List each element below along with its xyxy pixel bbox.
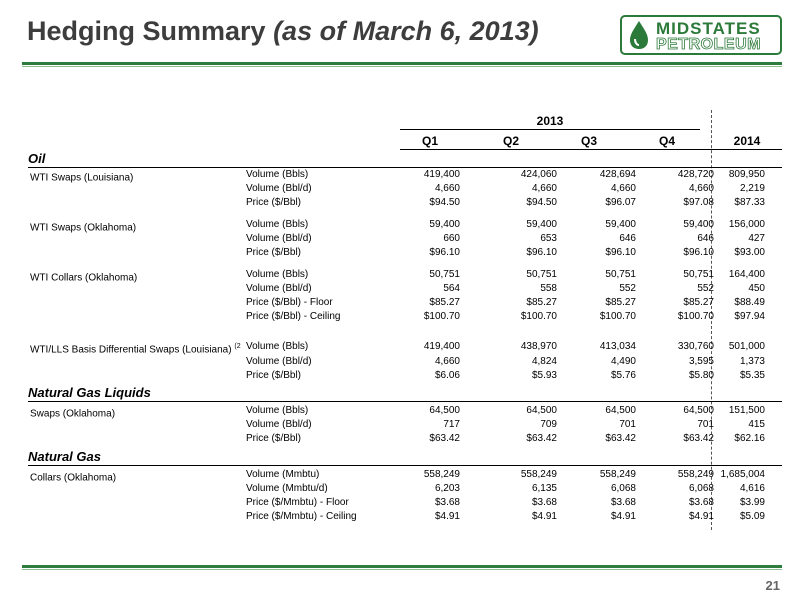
- value-cell: 709: [540, 419, 557, 430]
- value-cell: $93.00: [734, 247, 765, 258]
- value-cell: $85.27: [683, 297, 714, 308]
- value-cell: $3.68: [531, 497, 557, 508]
- value-cell: $96.10: [683, 247, 714, 258]
- header-rule: [22, 62, 782, 65]
- value-cell: 50,751: [683, 269, 714, 280]
- section-gas: Natural Gas: [28, 449, 101, 464]
- value-cell: 428,720: [677, 169, 714, 180]
- table-row: [0, 182, 800, 196]
- value-cell: 419,400: [423, 341, 460, 352]
- value-cell: 4,490: [610, 356, 636, 367]
- footer-rule-thin: [22, 569, 782, 570]
- page-number: 21: [765, 578, 780, 593]
- header-year-2013: 2013: [536, 114, 564, 128]
- metric-label: Price ($/Mmbtu) - Ceiling: [246, 511, 357, 522]
- instrument-text: WTI/LLS Basis Differential Swaps (Louisiana): [30, 344, 232, 356]
- value-cell: 4,660: [531, 183, 557, 194]
- metric-label: Volume (Bbl/d): [246, 283, 312, 294]
- table-row: [0, 355, 800, 369]
- instrument-text: Collars (Oklahoma): [30, 472, 117, 484]
- value-cell: $3.68: [610, 497, 636, 508]
- value-cell: $96.10: [605, 247, 636, 258]
- value-cell: $63.42: [526, 433, 557, 444]
- value-cell: 660: [443, 233, 460, 244]
- value-cell: $100.70: [677, 311, 714, 322]
- table-row: [0, 432, 800, 446]
- value-cell: $63.42: [605, 433, 636, 444]
- header-q1: Q1: [421, 134, 438, 148]
- metric-label: Volume (Bbl/d): [246, 183, 312, 194]
- value-cell: $63.42: [429, 433, 460, 444]
- table-row: [0, 196, 800, 210]
- value-cell: $100.70: [520, 311, 557, 322]
- value-cell: $6.06: [434, 370, 460, 381]
- metric-label: Price ($/Bbl): [246, 197, 302, 208]
- value-cell: 646: [619, 233, 636, 244]
- value-cell: $85.27: [526, 297, 557, 308]
- value-cell: 50,751: [526, 269, 557, 280]
- logo-line-1: MIDSTATES: [656, 19, 761, 38]
- value-cell: $4.91: [610, 511, 636, 522]
- table-row: [0, 232, 800, 246]
- value-cell: 6,068: [610, 483, 636, 494]
- value-cell: $63.42: [683, 433, 714, 444]
- header-q3: Q3: [580, 134, 597, 148]
- value-cell: 50,751: [605, 269, 636, 280]
- value-cell: 59,400: [683, 219, 714, 230]
- value-cell: $5.35: [739, 370, 765, 381]
- table-row: [0, 404, 800, 418]
- value-cell: 558: [540, 283, 557, 294]
- value-cell: $97.94: [734, 311, 765, 322]
- value-cell: 151,500: [728, 405, 765, 416]
- metric-label: Volume (Bbls): [246, 169, 309, 180]
- metric-label: Price ($/Bbl) - Floor: [246, 297, 333, 308]
- value-cell: 413,034: [599, 341, 636, 352]
- value-cell: $62.16: [734, 433, 765, 444]
- value-cell: 64,500: [429, 405, 460, 416]
- value-cell: 64,500: [526, 405, 557, 416]
- value-cell: 4,660: [434, 356, 460, 367]
- value-cell: $4.91: [688, 511, 714, 522]
- value-cell: 1,685,004: [720, 469, 765, 480]
- value-cell: 6,068: [688, 483, 714, 494]
- slide-title: [27, 16, 539, 47]
- value-cell: 59,400: [429, 219, 460, 230]
- value-cell: 558,249: [599, 469, 636, 480]
- table-row: [0, 282, 800, 296]
- value-cell: 427: [748, 233, 765, 244]
- table-row: [0, 268, 800, 282]
- value-cell: 4,660: [688, 183, 714, 194]
- value-cell: 164,400: [728, 269, 765, 280]
- metric-label: Volume (Bbls): [246, 219, 309, 230]
- metric-label: Price ($/Bbl): [246, 247, 302, 258]
- footer-rule: [22, 565, 782, 568]
- value-cell: 4,660: [434, 183, 460, 194]
- value-cell: 415: [748, 419, 765, 430]
- value-cell: $87.33: [734, 197, 765, 208]
- value-cell: 564: [443, 283, 460, 294]
- value-cell: $100.70: [599, 311, 636, 322]
- value-cell: 558,249: [520, 469, 557, 480]
- value-cell: 4,616: [739, 483, 765, 494]
- table-row: [0, 340, 800, 354]
- value-cell: 3,595: [688, 356, 714, 367]
- logo-line-2: PETROLEUM: [656, 36, 761, 53]
- value-cell: 50,751: [429, 269, 460, 280]
- value-cell: $85.27: [429, 297, 460, 308]
- table-row: [0, 310, 800, 324]
- value-cell: $94.50: [429, 197, 460, 208]
- value-cell: $5.76: [610, 370, 636, 381]
- value-cell: $88.49: [734, 297, 765, 308]
- table-row: [0, 468, 800, 482]
- value-cell: 4,660: [610, 183, 636, 194]
- value-cell: 701: [697, 419, 714, 430]
- metric-label: Volume (Bbl/d): [246, 356, 312, 367]
- value-cell: 438,970: [520, 341, 557, 352]
- value-cell: $96.07: [605, 197, 636, 208]
- value-cell: $4.91: [434, 511, 460, 522]
- value-cell: 59,400: [605, 219, 636, 230]
- value-cell: 2,219: [739, 183, 765, 194]
- table-row: [0, 296, 800, 310]
- value-cell: 558,249: [423, 469, 460, 480]
- value-cell: $3.68: [688, 497, 714, 508]
- table-row: [0, 168, 800, 182]
- footnote-marker: (2: [234, 343, 241, 350]
- value-cell: 558,249: [677, 469, 714, 480]
- value-cell: 1,373: [739, 356, 765, 367]
- value-cell: $100.70: [423, 311, 460, 322]
- value-cell: $96.10: [429, 247, 460, 258]
- value-cell: $4.91: [531, 511, 557, 522]
- value-cell: 717: [443, 419, 460, 430]
- company-logo: [620, 15, 782, 55]
- metric-label: Volume (Bbls): [246, 269, 309, 280]
- table-row: [0, 482, 800, 496]
- table-row: [0, 418, 800, 432]
- value-cell: 552: [697, 283, 714, 294]
- value-cell: 419,400: [423, 169, 460, 180]
- value-cell: 424,060: [520, 169, 557, 180]
- section-oil: Oil: [28, 151, 46, 166]
- metric-label: Volume (Bbls): [246, 341, 309, 352]
- value-cell: 450: [748, 283, 765, 294]
- header-q2: Q2: [502, 134, 519, 148]
- metric-label: Price ($/Bbl): [246, 370, 302, 381]
- value-cell: $3.99: [739, 497, 765, 508]
- value-cell: 646: [697, 233, 714, 244]
- value-cell: $3.68: [434, 497, 460, 508]
- value-cell: 59,400: [526, 219, 557, 230]
- value-cell: $85.27: [605, 297, 636, 308]
- instrument-text: Swaps (Oklahoma): [30, 408, 116, 420]
- section-ngl: Natural Gas Liquids: [28, 385, 151, 400]
- table-row: [0, 496, 800, 510]
- title-date: (as of March 6, 2013): [273, 16, 539, 46]
- value-cell: 501,000: [728, 341, 765, 352]
- table-row: [0, 510, 800, 524]
- metric-label: Price ($/Bbl): [246, 433, 302, 444]
- value-cell: 4,824: [531, 356, 557, 367]
- instrument-text: WTI Swaps (Louisiana): [30, 172, 134, 184]
- instrument-text: WTI Collars (Oklahoma): [30, 272, 138, 284]
- value-cell: 64,500: [683, 405, 714, 416]
- metric-label: Volume (Bbls): [246, 405, 309, 416]
- metric-label: Volume (Bbl/d): [246, 419, 312, 430]
- header-year-underline: [400, 129, 700, 130]
- metric-label: Price ($/Bbl) - Ceiling: [246, 311, 341, 322]
- value-cell: $97.08: [683, 197, 714, 208]
- header-q4: Q4: [658, 134, 675, 148]
- header-underline: [400, 149, 782, 150]
- header-2014: 2014: [733, 134, 761, 148]
- value-cell: $5.93: [531, 370, 557, 381]
- value-cell: $96.10: [526, 247, 557, 258]
- value-cell: 701: [619, 419, 636, 430]
- metric-label: Volume (Mmbtu): [246, 469, 320, 480]
- value-cell: 330,760: [677, 341, 714, 352]
- instrument-text: WTI Swaps (Oklahoma): [30, 222, 137, 234]
- section-ngl-rule: [28, 401, 782, 402]
- value-cell: $5.09: [739, 511, 765, 522]
- header-rule-thin: [22, 66, 782, 67]
- value-cell: 6,135: [531, 483, 557, 494]
- metric-label: Volume (Mmbtu/d): [246, 483, 328, 494]
- title-main: Hedging Summary: [27, 16, 266, 46]
- table-row: [0, 246, 800, 260]
- value-cell: 809,950: [728, 169, 765, 180]
- metric-label: Volume (Bbl/d): [246, 233, 312, 244]
- table-row: [0, 369, 800, 383]
- value-cell: 653: [540, 233, 557, 244]
- value-cell: 428,694: [599, 169, 636, 180]
- metric-label: Price ($/Mmbtu) - Floor: [246, 497, 349, 508]
- table-row: [0, 218, 800, 232]
- value-cell: 156,000: [728, 219, 765, 230]
- value-cell: 6,203: [434, 483, 460, 494]
- value-cell: 552: [619, 283, 636, 294]
- value-cell: $5.80: [688, 370, 714, 381]
- value-cell: $94.50: [526, 197, 557, 208]
- value-cell: 64,500: [605, 405, 636, 416]
- section-gas-rule: [28, 465, 782, 466]
- oil-drop-icon: [626, 19, 652, 51]
